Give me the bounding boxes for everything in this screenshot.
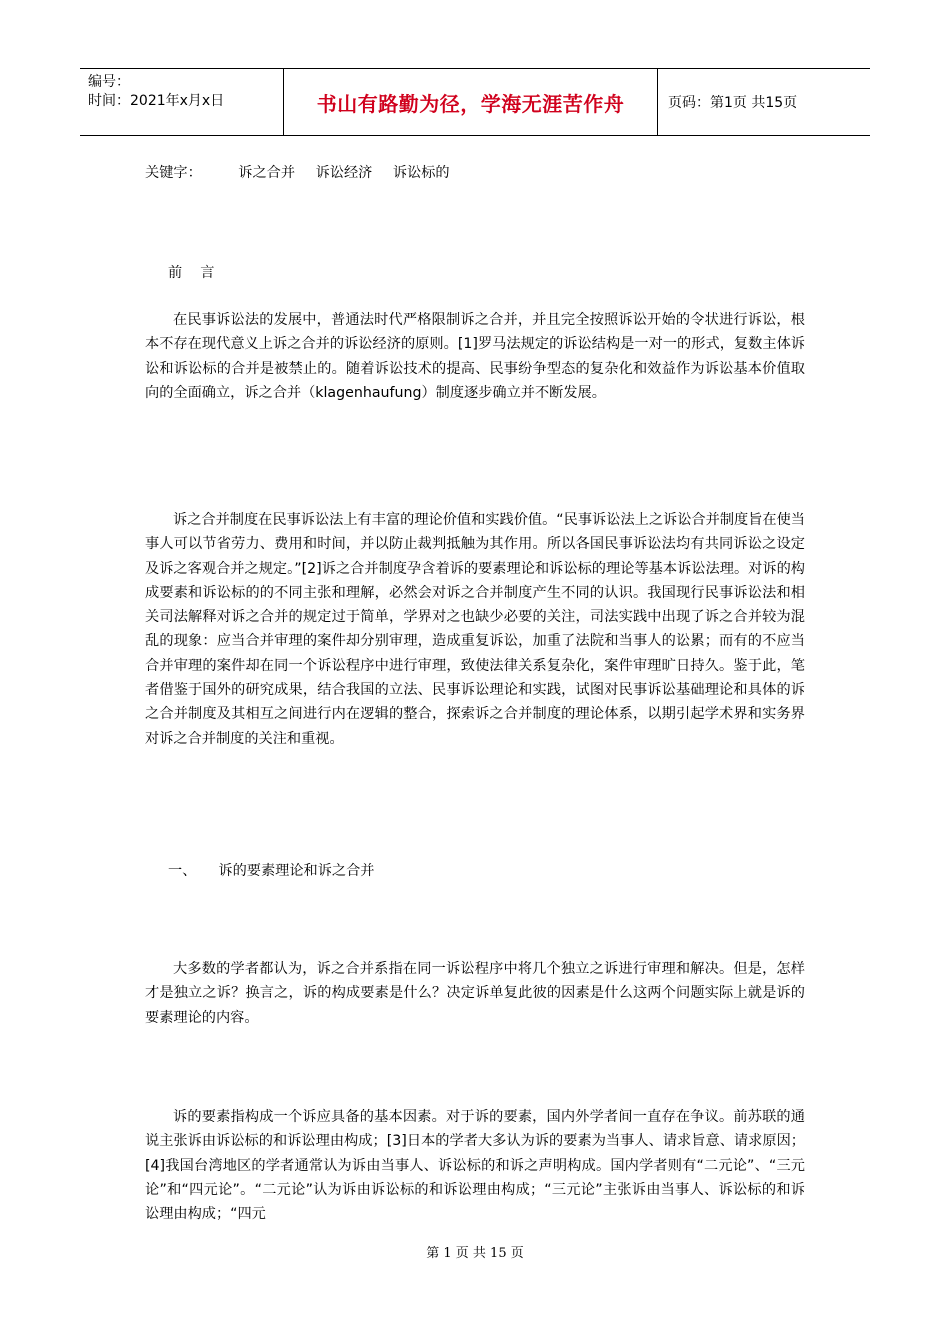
keyword-item: 诉讼标的 <box>392 165 450 181</box>
paragraph-text: 在民事诉讼法的发展中，普通法时代严格限制诉之合并，并且完全按照诉讼开始的令状进行诉讼，根本不存在现代意义上诉之合并的诉讼经济的原则。[1]罗马法规定的诉讼结构是一对一的形式，复数主体诉讼和诉讼标的合并是被禁止的。随着诉讼技术的提高、民事纷争型态的复杂化和效益作为诉讼基本价值取向的全面确立，诉之合并（klagenhaufung）制度逐步确立并不断发展。 <box>145 312 805 401</box>
header-info-cell <box>80 69 283 135</box>
keyword-item: 诉之合并 <box>238 165 296 181</box>
preface-heading: 前 言 <box>168 265 215 281</box>
paragraph-text: 大多数的学者都认为，诉之合并系指在同一诉讼程序中将几个独立之诉进行审理和解决。但是，怎样才是独立之诉？换言之，诉的构成要素是什么？决定诉单复此彼的因素是什么这两个问题实际上就是诉的要素理论的内容。 <box>145 961 805 1026</box>
keywords-line <box>145 162 450 182</box>
page-label: 页码：第1页 共15页 <box>668 95 798 111</box>
motto-cell <box>283 69 658 135</box>
page-header <box>80 68 870 136</box>
body-paragraph <box>145 508 805 751</box>
paragraph-text: 诉之合并制度在民事诉讼法上有丰富的理论价值和实践价值。“民事诉讼法上之诉讼合并制度旨在使当事人可以节省劳力、费用和时间，并以防止裁判抵触为其作用。所以各国民事诉讼法均有共同诉讼之设定及诉之客观合并之规定。”[2]诉之合并制度孕含着诉的要素理论和诉讼标的理论等基本诉讼法理。对诉的构成要素和诉讼标的的不同主张和理解，必然会对诉之合并制度产生不同的认识。我国现行民事诉讼法和相关司法解释对诉之合并的规定过于简单，学界对之也缺少必要的关注，司法实践中出现了诉之合并较为混乱的现象：应当合并审理的案件却分别审理，造成重复诉讼，加重了法院和当事人的讼累；而有的不应当合并审理的案件却在同一个诉讼程序中进行审理，致使法律关系复杂化，案件审理旷日持久。鉴于此，笔者借鉴于国外的研究成果，结合我国的立法、民事诉讼理论和实践，试图对民事诉讼基础理论和具体的诉之合并制度及其相互之间进行内在逻辑的整合，探索诉之合并制度的理论体系，以期引起学术界和实务界对诉之合并制度的关注和重视。 <box>145 512 805 747</box>
section-heading <box>168 860 374 880</box>
code-label: 编号： <box>88 74 130 90</box>
section-title: 诉的要素理论和诉之合并 <box>218 863 375 879</box>
body-paragraph <box>145 308 805 405</box>
body-paragraph <box>145 957 805 1030</box>
date-label: 时间：2021年x月x日 <box>88 93 225 109</box>
body-paragraph <box>145 1105 805 1226</box>
page-number-cell <box>658 69 870 135</box>
keyword-item: 诉讼经济 <box>315 165 373 181</box>
page-footer: 第 1 页 共 15 页 <box>426 1246 524 1261</box>
paragraph-text: 诉的要素指构成一个诉应具备的基本因素。对于诉的要素，国内外学者间一直存在争议。前苏联的通说主张诉由诉讼标的和诉讼理由构成；[3]日本的学者大多认为诉的要素为当事人、请求旨意、请求原因；[4]我国台湾地区的学者通常认为诉由当事人、诉讼标的和诉之声明构成。国内学者则有“二元论”、“三元论”和“四元论”。“二元论”认为诉由诉讼标的和诉讼理由构成；“三元论”主张诉由当事人、诉讼标的和诉讼理由构成；“四元 <box>145 1109 805 1223</box>
motto-text: 书山有路勤为径，学海无涯苦作舟 <box>316 91 625 116</box>
section-number: 一、 <box>168 863 197 879</box>
keywords-label: 关键字： <box>145 165 202 181</box>
